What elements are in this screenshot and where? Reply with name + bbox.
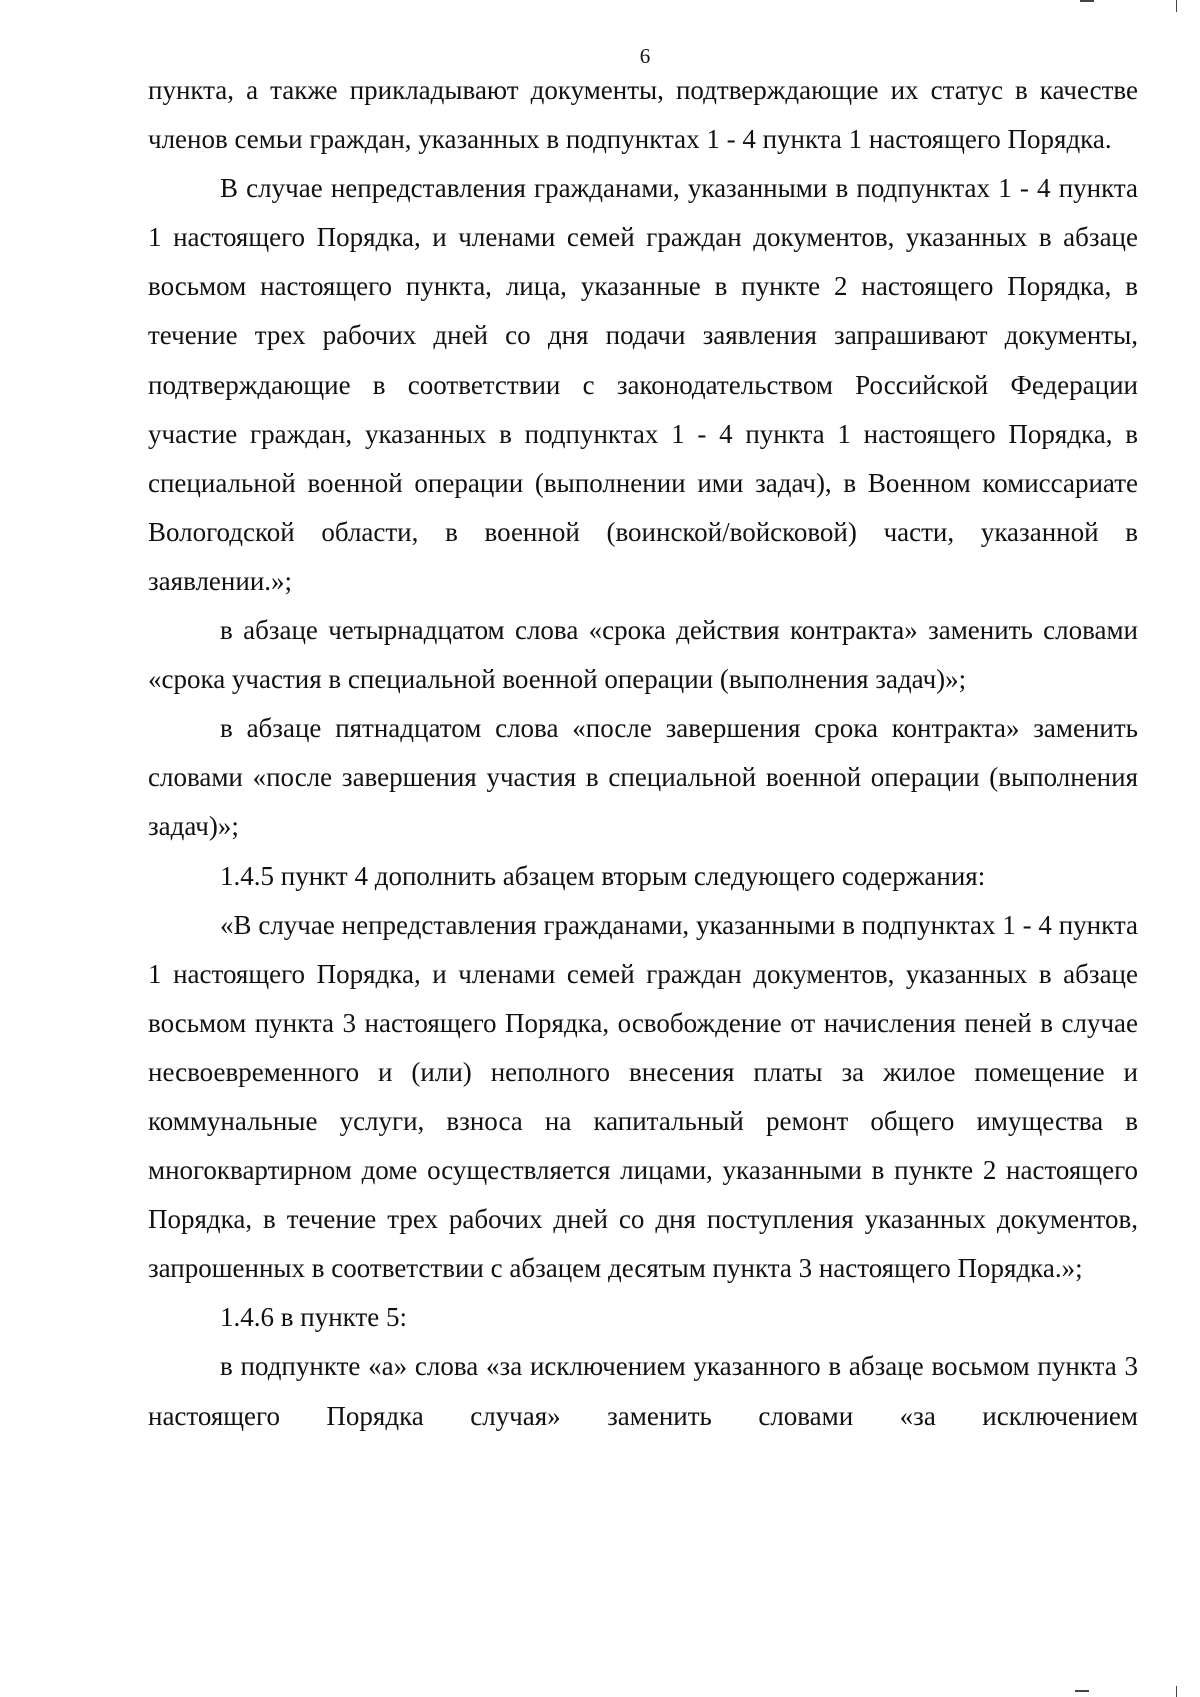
paragraph-continuation: пункта, а также прикладывают документы, подтверждающие их статус в качестве членов семьи граждан, указанных в подпунктах 1 - 4 пункта 1 настоящего Порядка. xyxy=(148,75,1138,155)
scan-mark-top-ticks xyxy=(1080,0,1094,2)
paragraph-item-1-4-6: 1.4.6 в пункте 5: xyxy=(220,1302,407,1333)
paragraph-non-submission: В случае непредставления гражданами, указанными в подпунктах 1 - 4 пункта 1 настоящего Порядка, и членами семей граждан документов, указанных в абзаце восьмом настоящего пункта, лица, указанные в пункте 2 настоящего Порядка, в течение трех рабочих дней со дня подачи заявления запрашивают документы, подтверждающие в соответствии с законодательством Российской Федерации участие граждан, указанных в подпунктах 1 - 4 пункта 1 настоящего Порядка, в специальной военной операции (выполнении ими задач), в Военном комиссариате Вологодской области, в военной (воинской/войсковой) части, указанной в заявлении.»; xyxy=(148,173,1138,596)
paragraph-item-1-4-5: 1.4.5 пункт 4 дополнить абзацем вторым следующего содержания: xyxy=(220,860,986,891)
paragraph-fourteenth-amendment: в абзаце четырнадцатом слова «срока действия контракта» заменить словами «срока участия в специальной военной операции (выполнения задач)»; xyxy=(148,615,1138,695)
paragraph-new-second-abzac: «В случае непредставления гражданами, указанными в подпунктах 1 - 4 пункта 1 настоящего Порядка, и членами семей граждан документов, указанных в абзаце восьмом пункта 3 настоящего Порядка, освобождение от начисления пеней в случае несвоевременного и (или) неполного внесения платы за жилое помещение и коммунальные услуги, взноса на капитальный ремонт общего имущества в многоквартирном доме осуществляется лицами, указанными в пункте 2 настоящего Порядка, в течение трех рабочих дней со дня поступления указанных документов, запрошенных в соответствии с абзацем десятым пункта 3 настоящего Порядка.»; xyxy=(148,909,1138,1284)
scan-mark-bottom-ticks xyxy=(1075,1690,1089,1692)
paragraph-subitem-a: в подпункте «а» слова «за исключением указанного в абзаце восьмом пункта 3 настоящего Порядка случая» заменить словами «за исключением xyxy=(148,1351,1138,1431)
scan-mark-top-right xyxy=(1176,0,1177,12)
scan-mark-bottom-right xyxy=(1176,1686,1177,1697)
page-number: 6 xyxy=(639,44,651,68)
document-body xyxy=(148,66,1138,1441)
paragraph-fifteenth-amendment: в абзаце пятнадцатом слова «после завершения срока контракта» заменить словами «после завершения участия в специальной военной операции (выполнения задач)»; xyxy=(148,713,1138,842)
